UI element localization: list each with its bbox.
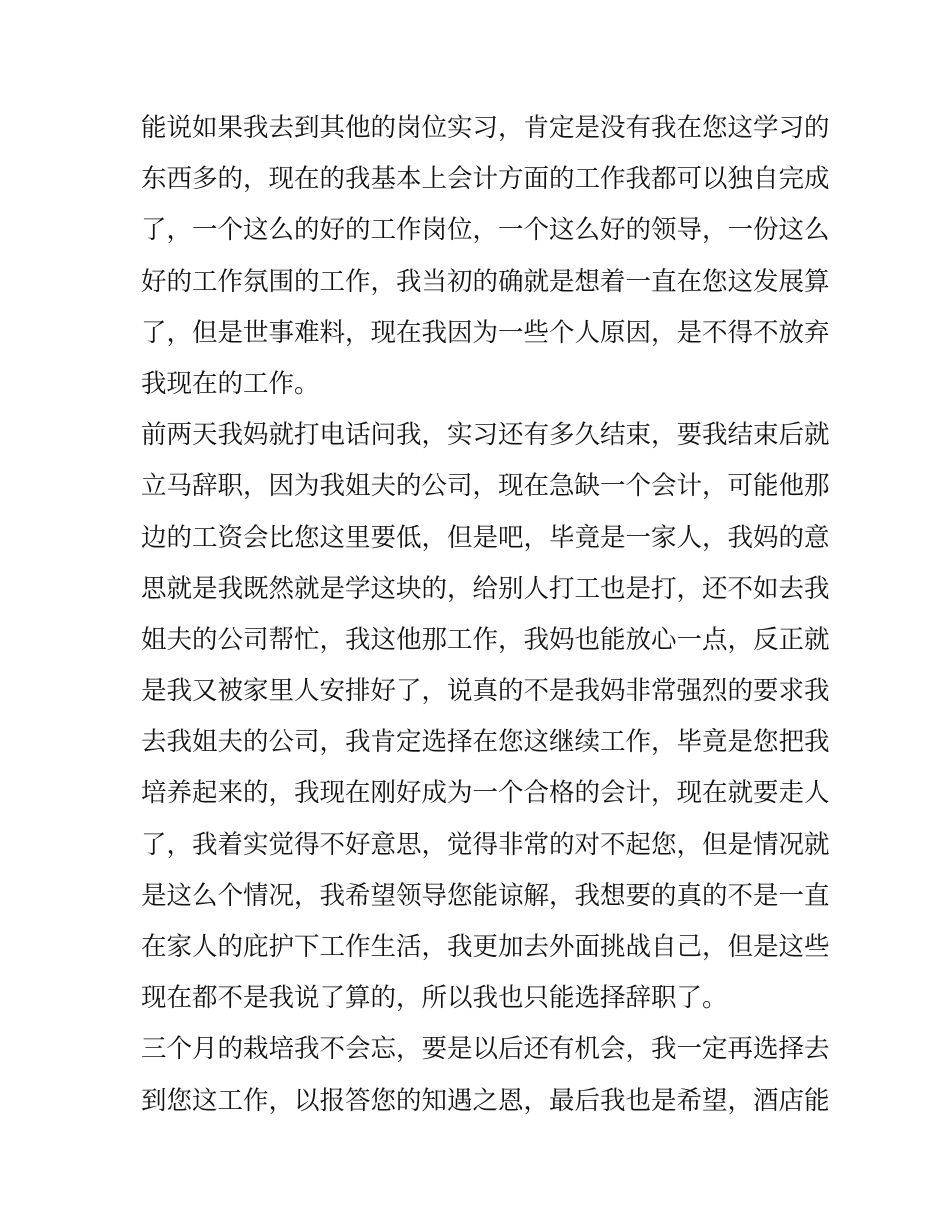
document-body <box>141 103 830 1127</box>
text-line: 立马辞职，因为我姐夫的公司，现在急缺一个会计，可能他那 <box>141 471 830 502</box>
text-line: 是这么个情况，我希望领导您能谅解，我想要的真的不是一直 <box>141 880 830 911</box>
text-line: 现在都不是我说了算的，所以我也只能选择辞职了。 <box>141 983 728 1014</box>
text-line: 我现在的工作。 <box>141 368 320 399</box>
text-line: 了，但是世事难料，现在我因为一些个人原因，是不得不放弃 <box>141 317 830 348</box>
text-line: 姐夫的公司帮忙，我这他那工作，我妈也能放心一点，反正就 <box>141 624 830 655</box>
text-line: 在家人的庇护下工作生活，我更加去外面挑战自己，但是这些 <box>141 932 830 962</box>
text-line: 了，一个这么的好的工作岗位，一个这么好的领导，一份这么 <box>141 215 830 246</box>
text-line: 了，我着实觉得不好意思，觉得非常的对不起您，但是情况就 <box>141 829 830 860</box>
paragraph-2 <box>141 410 830 1024</box>
text-line: 边的工资会比您这里要低，但是吧，毕竟是一家人，我妈的意 <box>141 522 830 553</box>
paragraph-3 <box>141 1024 830 1126</box>
text-line: 前两天我妈就打电话问我，实习还有多久结束，要我结束后就 <box>141 420 830 451</box>
text-line: 去我姐夫的公司，我肯定选择在您这继续工作，毕竟是您把我 <box>141 727 830 758</box>
text-line: 是我又被家里人安排好了，说真的不是我妈非常强烈的要求我 <box>141 676 830 707</box>
text-line: 三个月的栽培我不会忘，要是以后还有机会，我一定再选择去 <box>141 1034 830 1065</box>
text-line: 东西多的，现在的我基本上会计方面的工作我都可以独自完成 <box>141 164 830 195</box>
text-line: 能说如果我去到其他的岗位实习，肯定是没有我在您这学习的 <box>141 113 830 143</box>
text-line: 培养起来的，我现在刚好成为一个合格的会计，现在就要走人 <box>141 778 830 809</box>
text-line: 思就是我既然就是学这块的，给别人打工也是打，还不如去我 <box>141 573 830 604</box>
text-line: 好的工作氛围的工作，我当初的确就是想着一直在您这发展算 <box>141 266 830 297</box>
text-line: 到您这工作，以报答您的知遇之恩，最后我也是希望，酒店能 <box>141 1085 830 1116</box>
paragraph-1 <box>141 103 830 410</box>
